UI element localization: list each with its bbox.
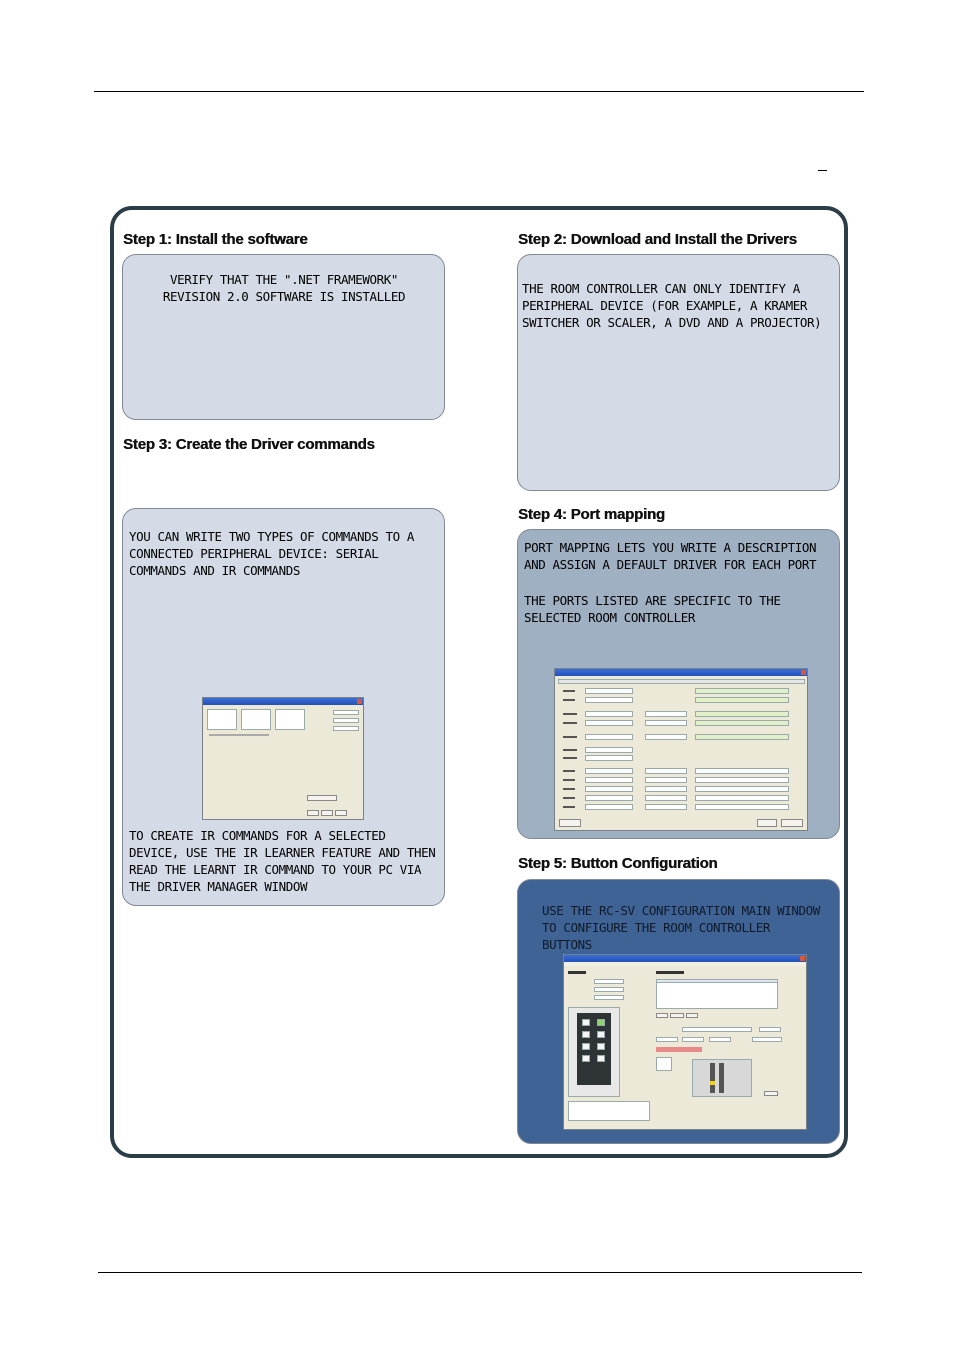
rc-sv-configuration-screenshot (563, 954, 807, 1130)
step1-panel (122, 254, 445, 420)
step2-panel (517, 254, 840, 491)
close-icon (800, 956, 805, 961)
window-titlebar (203, 698, 363, 705)
close-icon (357, 699, 362, 704)
header-rule (94, 91, 864, 92)
step2-text: THE ROOM CONTROLLER CAN ONLY IDENTIFY A PERIPHERAL DEVICE (FOR EXAMPLE, A KRAMER SWITCHER OR SCALER, A DVD AND A PROJECTOR) (522, 281, 822, 330)
step2-heading: Step 2: Download and Install the Drivers (518, 231, 797, 248)
step3-heading: Step 3: Create the Driver commands (123, 436, 375, 453)
step1-text: VERIFY THAT THE ".NET FRAMEWORK" REVISION 2.0 SOFTWARE IS INSTALLED (162, 272, 406, 304)
driver-manager-screenshot (202, 697, 364, 820)
header-mark (818, 170, 827, 171)
port-manager-screenshot (554, 668, 808, 831)
step5-text: USE THE RC-SV CONFIGURATION MAIN WINDOW TO CONFIGURE THE ROOM CONTROLLER BUTTONS (542, 903, 820, 952)
step3-panel (122, 508, 445, 906)
close-icon (801, 670, 806, 675)
step3-text2: TO CREATE IR COMMANDS FOR A SELECTED DEVICE, USE THE IR LEARNER FEATURE AND THEN READ THE LEARNT IR COMMAND TO YOUR PC VIA THE DRIVER MANAGER WINDOW (129, 828, 436, 894)
window-titlebar (564, 955, 806, 962)
step1-heading: Step 1: Install the software (123, 231, 308, 248)
step4-heading: Step 4: Port mapping (518, 506, 665, 523)
window-titlebar (555, 669, 807, 676)
footer-rule (98, 1272, 862, 1273)
step4-panel (517, 529, 840, 839)
step3-text: YOU CAN WRITE TWO TYPES OF COMMANDS TO A CONNECTED PERIPHERAL DEVICE: SERIAL COMMANDS AND IR COMMANDS (129, 529, 415, 578)
step5-panel (517, 879, 840, 1144)
step4-text2: THE PORTS LISTED ARE SPECIFIC TO THE SELECTED ROOM CONTROLLER (524, 593, 781, 625)
step4-text: PORT MAPPING LETS YOU WRITE A DESCRIPTION AND ASSIGN A DEFAULT DRIVER FOR EACH PORT (524, 540, 817, 572)
step5-heading: Step 5: Button Configuration (518, 855, 718, 872)
